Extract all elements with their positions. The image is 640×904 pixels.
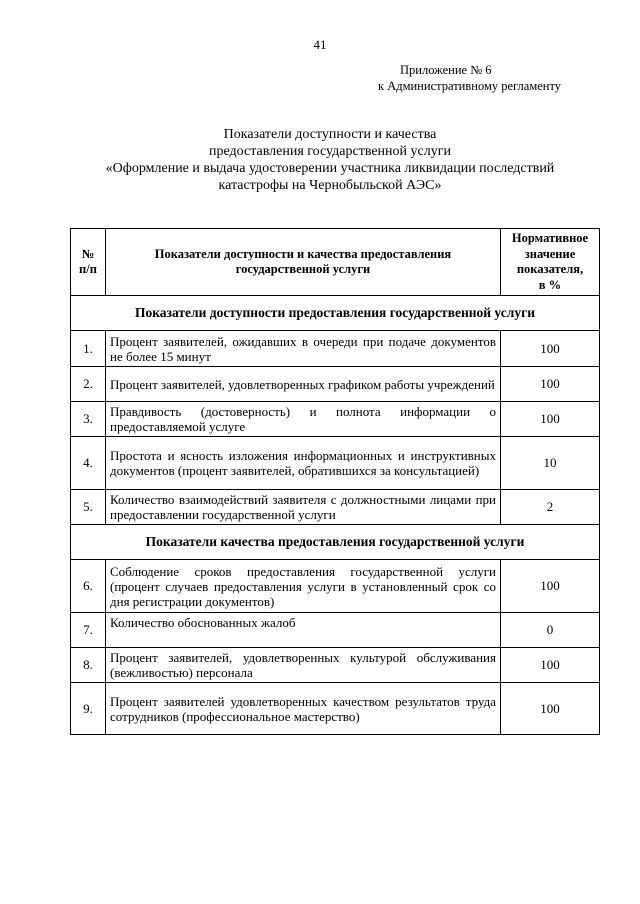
title-line-3: «Оформление и выдача удостоверении участника ликвидации последствий [105, 161, 555, 176]
row-value: 2 [501, 490, 600, 525]
header-number-line-2: п/п [79, 262, 97, 276]
row-indicator: Соблюдение сроков предоставления государственной услуги (процент случаев предоставления услуги в установленный срок со дня регистрации документов) [106, 560, 501, 613]
header-indicator-line-1: Показатели доступности и качества предоставления [154, 246, 452, 261]
header-indicator-line-2: государственной услуги [235, 262, 371, 276]
row-value: 0 [501, 613, 600, 648]
row-number: 9. [71, 683, 106, 735]
row-number: 7. [71, 613, 106, 648]
row-indicator: Процент заявителей, ожидавших в очереди при подаче документов не более 15 минут [106, 331, 501, 367]
header-number [71, 229, 106, 296]
row-number: 6. [71, 560, 106, 613]
title-line-4: катастрофы на Чернобыльской АЭС» [218, 178, 442, 193]
appendix-line-1: Приложение № 6 [400, 63, 492, 77]
table-row [71, 402, 600, 437]
header-number-line-1: № [81, 246, 95, 261]
appendix-note [378, 62, 618, 94]
row-value: 10 [501, 437, 600, 490]
row-number: 4. [71, 437, 106, 490]
row-value: 100 [501, 648, 600, 683]
appendix-line-2: к Административному регламенту [378, 79, 562, 93]
row-number: 2. [71, 367, 106, 402]
page-number: 41 [313, 37, 327, 52]
row-value: 100 [501, 560, 600, 613]
row-indicator: Количество взаимодействий заявителя с должностными лицами при предоставлении государственной услуги [106, 490, 501, 525]
header-indicator [106, 229, 501, 296]
section-row-availability [71, 296, 600, 331]
header-value-line-2: значение [524, 246, 576, 261]
header-value-line-3: показателя, [516, 262, 584, 276]
row-indicator: Правдивость (достоверность) и полнота информации о предоставляемой услуге [106, 402, 501, 437]
row-value: 100 [501, 683, 600, 735]
table-row [71, 437, 600, 490]
header-value-line-4: в % [538, 277, 562, 292]
table-row [71, 490, 600, 525]
section-row-quality [71, 525, 600, 560]
row-indicator: Процент заявителей, удовлетворенных графиком работы учреждений [106, 367, 501, 402]
row-indicator: Количество обоснованных жалоб [106, 613, 501, 648]
row-indicator: Простота и ясность изложения информационных и инструктивных документов (процент заявителей, обратившихся за консультацией) [106, 437, 501, 490]
section-title-availability: Показатели доступности предоставления государственной услуги [71, 296, 600, 331]
table-row [71, 648, 600, 683]
row-value: 100 [501, 367, 600, 402]
row-value: 100 [501, 402, 600, 437]
table-row [71, 560, 600, 613]
title-line-1: Показатели доступности и качества [223, 127, 437, 142]
row-value: 100 [501, 331, 600, 367]
header-value-line-1: Нормативное [511, 231, 589, 245]
row-number: 3. [71, 402, 106, 437]
document-title [60, 126, 600, 194]
row-number: 5. [71, 490, 106, 525]
table-row [71, 331, 600, 367]
row-number: 8. [71, 648, 106, 683]
section-title-quality: Показатели качества предоставления государственной услуги [71, 525, 600, 560]
row-indicator: Процент заявителей удовлетворенных качеством результатов труда сотрудников (профессиональное мастерство) [106, 683, 501, 735]
header-value [501, 229, 600, 296]
table-header-row [71, 229, 600, 296]
table-row [71, 367, 600, 402]
row-number: 1. [71, 331, 106, 367]
table-row [71, 613, 600, 648]
table-row [71, 683, 600, 735]
row-indicator: Процент заявителей, удовлетворенных культурой обслуживания (вежливостью) персонала [106, 648, 501, 683]
indicators-table [70, 228, 600, 735]
title-line-2: предоставления государственной услуги [209, 144, 451, 159]
